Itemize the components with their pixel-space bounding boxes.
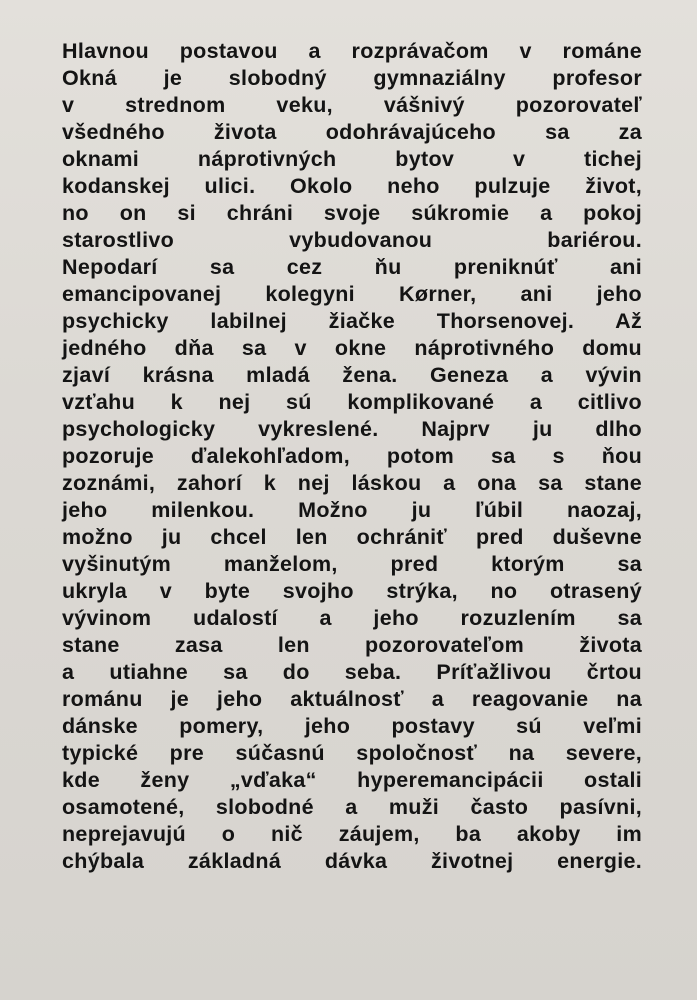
text-line: všedného života odohrávajúceho sa za <box>62 120 642 144</box>
text-line: stane zasa len pozorovateľom života <box>62 633 642 657</box>
text-line: typické pre súčasnú spoločnosť na severe, <box>62 741 642 765</box>
text-line: v strednom veku, vášnivý pozorovateľ <box>62 93 642 117</box>
text-line: a utiahne sa do seba. Príťažlivou črtou <box>62 660 642 684</box>
text-line: starostlivo vybudovanou bariérou. <box>62 228 642 252</box>
text-line: psychicky labilnej žiačke Thorsenovej. Až <box>62 309 642 333</box>
text-line: zoznámi, zahorí k nej láskou a ona sa stane <box>62 471 642 495</box>
text-line: vývinom udalostí a jeho rozuzlením sa <box>62 606 642 630</box>
text-line: kodanskej ulici. Okolo neho pulzuje život, <box>62 174 642 198</box>
text-line: vzťahu k nej sú komplikované a citlivo <box>62 390 642 414</box>
text-line: no on si chráni svoje súkromie a pokoj <box>62 201 642 225</box>
text-line: ukryla v byte svojho strýka, no otrasený <box>62 579 642 603</box>
text-line: jedného dňa sa v okne náprotivného domu <box>62 336 642 360</box>
text-line: kde ženy „vďaka“ hyperemancipácii ostali <box>62 768 642 792</box>
body-paragraph <box>62 38 642 875</box>
text-line: psychologicky vykreslené. Najprv ju dlho <box>62 417 642 441</box>
text-line: jeho milenkou. Možno ju ľúbil naozaj, <box>62 498 642 522</box>
text-line: dánske pomery, jeho postavy sú veľmi <box>62 714 642 738</box>
text-line: Okná je slobodný gymnaziálny profesor <box>62 66 642 90</box>
text-line: románu je jeho aktuálnosť a reagovanie na <box>62 687 642 711</box>
text-line: pozoruje ďalekohľadom, potom sa s ňou <box>62 444 642 468</box>
text-line: oknami náprotivných bytov v tichej <box>62 147 642 171</box>
text-line: možno ju chcel len ochrániť pred duševne <box>62 525 642 549</box>
text-line: Hlavnou postavou a rozprávačom v románe <box>62 39 642 63</box>
text-line: osamotené, slobodné a muži často pasívni, <box>62 795 642 819</box>
text-line: chýbala základná dávka životnej energie. <box>62 849 642 873</box>
text-line: zjaví krásna mladá žena. Geneza a vývin <box>62 363 642 387</box>
text-line: Nepodarí sa cez ňu preniknúť ani <box>62 255 642 279</box>
text-line: vyšinutým manželom, pred ktorým sa <box>62 552 642 576</box>
text-line: emancipovanej kolegyni Kørner, ani jeho <box>62 282 642 306</box>
text-line: neprejavujú o nič záujem, ba akoby im <box>62 822 642 846</box>
